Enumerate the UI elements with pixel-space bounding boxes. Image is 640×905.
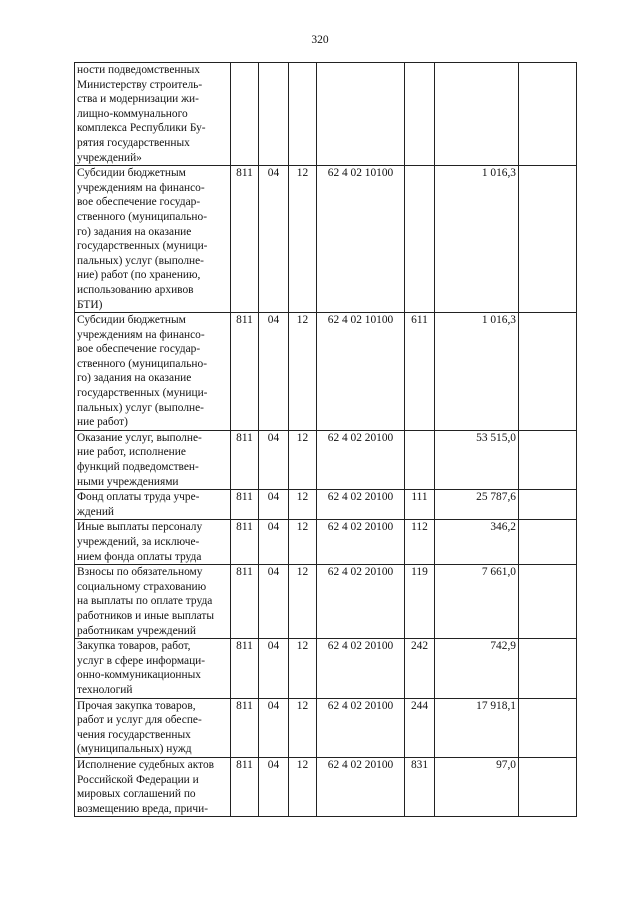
item-name-line: работ и услуг для обеспе- — [77, 714, 202, 727]
subsection-code-cell: 12 — [289, 565, 317, 639]
item-name-line: ственного (муниципально- — [77, 357, 208, 370]
item-name-line: онно-коммуникационных — [77, 669, 201, 682]
target-article-cell: 62 4 02 20100 — [317, 639, 405, 698]
section-code-cell: 04 — [259, 490, 289, 520]
target-article-cell: 62 4 02 20100 — [317, 757, 405, 816]
item-name-line: Российской Федерации и — [77, 773, 199, 786]
item-name-line: го) задания на оказание — [77, 372, 192, 385]
item-name-line: пальных) услуг (выполне- — [77, 401, 204, 414]
target-article-cell: 62 4 02 10100 — [317, 313, 405, 431]
item-name-line: социальному страхованию — [77, 580, 207, 593]
ministry-code-cell: 811 — [231, 490, 259, 520]
target-article-cell: 62 4 02 10100 — [317, 166, 405, 313]
target-article-cell: 62 4 02 20100 — [317, 520, 405, 565]
item-name-line: ние работ) — [77, 416, 128, 429]
table-row — [75, 313, 577, 431]
subsection-code-cell — [289, 63, 317, 166]
expense-type-cell: 119 — [405, 565, 435, 639]
amount-cell: 53 515,0 — [435, 430, 519, 489]
expense-type-cell: 244 — [405, 698, 435, 757]
item-name-line: работников и иные выплаты — [77, 609, 215, 622]
table-row — [75, 430, 577, 489]
section-code-cell: 04 — [259, 313, 289, 431]
section-code-cell: 04 — [259, 757, 289, 816]
table-row — [75, 63, 577, 166]
item-name-line: учреждений» — [77, 151, 142, 164]
item-name-line: го) задания на оказание — [77, 225, 192, 238]
target-article-cell: 62 4 02 20100 — [317, 698, 405, 757]
section-code-cell — [259, 63, 289, 166]
item-name-line: государственных (муници- — [77, 387, 208, 400]
item-name-line: лищно-коммунального — [77, 107, 188, 120]
target-article-cell — [317, 63, 405, 166]
item-name-line: технологий — [77, 683, 133, 696]
amount-cell: 25 787,6 — [435, 490, 519, 520]
section-code-cell: 04 — [259, 166, 289, 313]
item-name-cell — [75, 166, 231, 313]
item-name-line: работникам учреждений — [77, 624, 196, 637]
item-name-line: мировых соглашений по — [77, 788, 196, 801]
item-name-line: Закупка товаров, работ, — [77, 640, 191, 653]
target-article-cell: 62 4 02 20100 — [317, 430, 405, 489]
item-name-line: учреждениям на финансо- — [77, 181, 205, 194]
table-row — [75, 757, 577, 816]
ministry-code-cell: 811 — [231, 639, 259, 698]
empty-cell — [519, 757, 577, 816]
item-name-line: ства и модернизации жи- — [77, 93, 199, 106]
subsection-code-cell: 12 — [289, 698, 317, 757]
expense-type-cell: 112 — [405, 520, 435, 565]
item-name-cell — [75, 698, 231, 757]
item-name-line: БТИ) — [77, 298, 103, 311]
item-name-line: услуг в сфере информаци- — [77, 654, 206, 667]
item-name-cell — [75, 63, 231, 166]
table-row — [75, 166, 577, 313]
empty-cell — [519, 639, 577, 698]
item-name-line: ности подведомственных — [77, 64, 200, 76]
subsection-code-cell: 12 — [289, 166, 317, 313]
item-name-line: пальных) услуг (выполне- — [77, 254, 204, 267]
item-name-line: (муниципальных) нужд — [77, 743, 192, 756]
item-name-line: Субсидии бюджетным — [77, 167, 186, 180]
item-name-line: рятия государственных — [77, 136, 190, 149]
item-name-line: ние) работ (по хранению, — [77, 269, 201, 282]
empty-cell — [519, 63, 577, 166]
expense-type-cell — [405, 166, 435, 313]
expense-type-cell: 611 — [405, 313, 435, 431]
item-name-line: использованию архивов — [77, 283, 194, 296]
ministry-code-cell: 811 — [231, 166, 259, 313]
item-name-line: Взносы по обязательному — [77, 566, 203, 579]
item-name-line: Прочая закупка товаров, — [77, 699, 196, 712]
ministry-code-cell: 811 — [231, 698, 259, 757]
item-name-line: Субсидии бюджетным — [77, 314, 186, 327]
table-row — [75, 520, 577, 565]
item-name-cell — [75, 313, 231, 431]
page-number: 320 — [311, 34, 329, 46]
item-name-line: нием фонда оплаты труда — [77, 550, 202, 563]
item-name-line: ние работ, исполнение — [77, 446, 186, 459]
empty-cell — [519, 166, 577, 313]
amount-cell: 1 016,3 — [435, 166, 519, 313]
subsection-code-cell: 12 — [289, 757, 317, 816]
budget-table-body — [75, 63, 577, 817]
amount-cell: 742,9 — [435, 639, 519, 698]
ministry-code-cell: 811 — [231, 757, 259, 816]
ministry-code-cell: 811 — [231, 313, 259, 431]
subsection-code-cell: 12 — [289, 520, 317, 565]
ministry-code-cell: 811 — [231, 565, 259, 639]
expense-type-cell — [405, 63, 435, 166]
item-name-line: Министерству строитель- — [77, 78, 203, 91]
section-code-cell: 04 — [259, 698, 289, 757]
section-code-cell: 04 — [259, 430, 289, 489]
ministry-code-cell: 811 — [231, 520, 259, 565]
empty-cell — [519, 520, 577, 565]
expense-type-cell: 242 — [405, 639, 435, 698]
table-row — [75, 565, 577, 639]
empty-cell — [519, 565, 577, 639]
subsection-code-cell: 12 — [289, 313, 317, 431]
subsection-code-cell: 12 — [289, 490, 317, 520]
item-name-cell — [75, 639, 231, 698]
subsection-code-cell: 12 — [289, 639, 317, 698]
item-name-line: на выплаты по оплате труда — [77, 595, 213, 608]
item-name-line: учреждениям на финансо- — [77, 328, 205, 341]
item-name-line: Фонд оплаты труда учре- — [77, 491, 200, 504]
item-name-line: функций подведомствен- — [77, 461, 199, 474]
amount-cell: 17 918,1 — [435, 698, 519, 757]
ministry-code-cell: 811 — [231, 430, 259, 489]
budget-table — [74, 62, 577, 817]
item-name-cell — [75, 565, 231, 639]
empty-cell — [519, 430, 577, 489]
target-article-cell: 62 4 02 20100 — [317, 565, 405, 639]
item-name-line: чения государственных — [77, 728, 191, 741]
table-row — [75, 639, 577, 698]
section-code-cell: 04 — [259, 565, 289, 639]
amount-cell: 346,2 — [435, 520, 519, 565]
expense-type-cell: 831 — [405, 757, 435, 816]
empty-cell — [519, 698, 577, 757]
item-name-line: Иные выплаты персоналу — [77, 521, 203, 534]
item-name-line: комплекса Республики Бу- — [77, 122, 206, 135]
target-article-cell: 62 4 02 20100 — [317, 490, 405, 520]
item-name-cell — [75, 520, 231, 565]
item-name-line: ными учреждениями — [77, 475, 179, 488]
amount-cell — [435, 63, 519, 166]
item-name-line: ственного (муниципально- — [77, 210, 208, 223]
item-name-line: вое обеспечение государ- — [77, 343, 201, 356]
item-name-line: Исполнение судебных актов — [77, 758, 215, 771]
item-name-line: вое обеспечение государ- — [77, 196, 201, 209]
item-name-line: ждений — [77, 505, 115, 518]
amount-cell: 1 016,3 — [435, 313, 519, 431]
section-code-cell: 04 — [259, 639, 289, 698]
expense-type-cell: 111 — [405, 490, 435, 520]
item-name-cell — [75, 757, 231, 816]
item-name-line: Оказание услуг, выполне- — [77, 431, 202, 444]
item-name-line: учреждений, за исключе- — [77, 536, 200, 548]
expense-type-cell — [405, 430, 435, 489]
amount-cell: 7 661,0 — [435, 565, 519, 639]
item-name-line: возмещению вреда, причи- — [77, 802, 209, 815]
item-name-cell — [75, 430, 231, 489]
table-row — [75, 698, 577, 757]
subsection-code-cell: 12 — [289, 430, 317, 489]
item-name-cell — [75, 490, 231, 520]
item-name-line: государственных (муници- — [77, 240, 208, 253]
amount-cell: 97,0 — [435, 757, 519, 816]
empty-cell — [519, 313, 577, 431]
empty-cell — [519, 490, 577, 520]
table-row — [75, 490, 577, 520]
section-code-cell: 04 — [259, 520, 289, 565]
ministry-code-cell — [231, 63, 259, 166]
